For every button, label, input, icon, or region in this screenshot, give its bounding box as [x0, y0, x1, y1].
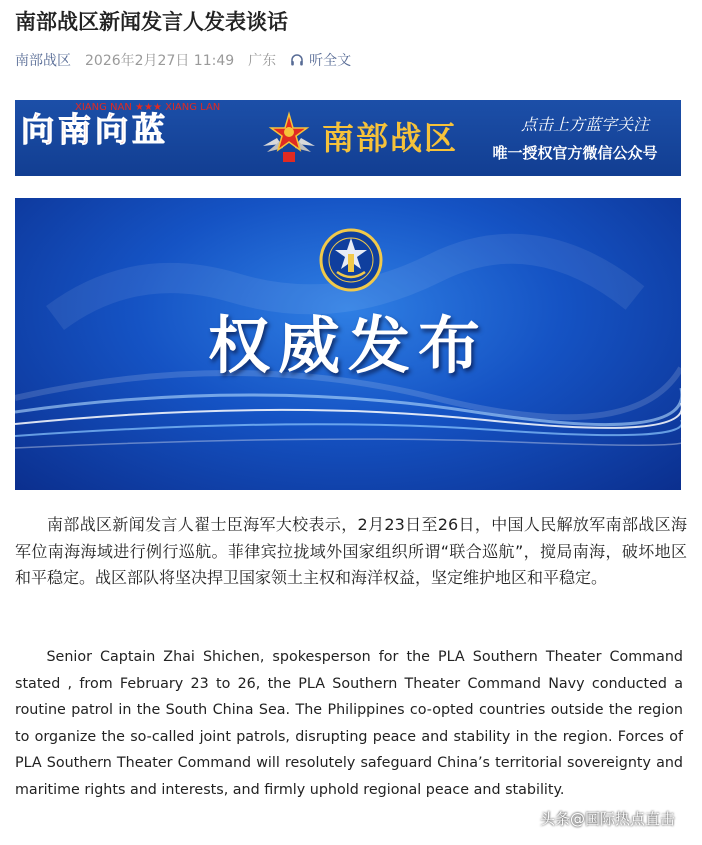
author-link[interactable]: 南部战区	[15, 53, 71, 69]
hero-image	[15, 198, 681, 490]
banner-follow-text: 点击上方蓝字关注	[520, 115, 649, 134]
publish-date: 2026年2月27日 11:49	[85, 53, 235, 69]
english-paragraph: Senior Captain Zhai Shichen, spokesperson for the PLA Southern Theater Command stated , from February 23 to 26, the PLA Southern Theater Command Navy conducted a routine patrol in the South China Sea. The Philippines co-opted countries outside the region to organize the so-called joint patrols, disrupting peace and stability in the region. Forces of PLA Southern Theater Command will resolutely safeguard China’s territorial sovereignty and maritime rights and interests, and firmly uphold regional peace and stability.	[15, 649, 683, 798]
top-banner[interactable]	[15, 100, 681, 176]
source-watermark: 头条@国际热点直击	[540, 810, 676, 828]
article-meta	[15, 49, 351, 71]
star-emblem-icon	[259, 108, 319, 168]
publish-location: 广东	[248, 53, 277, 69]
listen-button[interactable]	[290, 50, 351, 70]
article-title: 南部战区新闻发言人发表谈话	[15, 10, 288, 34]
hero-headline: 权威发布	[207, 309, 488, 382]
listen-label: 听全文	[309, 53, 352, 69]
banner-left-subtext: XIANG NAN ★★★ XIANG LAN	[75, 102, 221, 113]
chinese-paragraph: 南部战区新闻发言人翟士臣海军大校表示，2月23日至26日，中国人民解放军南部战区海军位南海海域进行例行巡航。菲律宾拉拢域外国家组织所谓“联合巡航”，搅局南海，破坏地区和平稳定。战区部队将坚决捍卫国家领土主权和海洋权益，坚定维护地区和平稳定。	[15, 515, 687, 587]
navy-emblem-icon	[317, 224, 385, 298]
headphones-icon	[290, 53, 304, 67]
banner-name: 南部战区	[322, 119, 459, 157]
banner-official-text: 唯一授权官方微信公众号	[492, 144, 658, 162]
banner-left-text: 向南向蓝	[21, 110, 169, 149]
